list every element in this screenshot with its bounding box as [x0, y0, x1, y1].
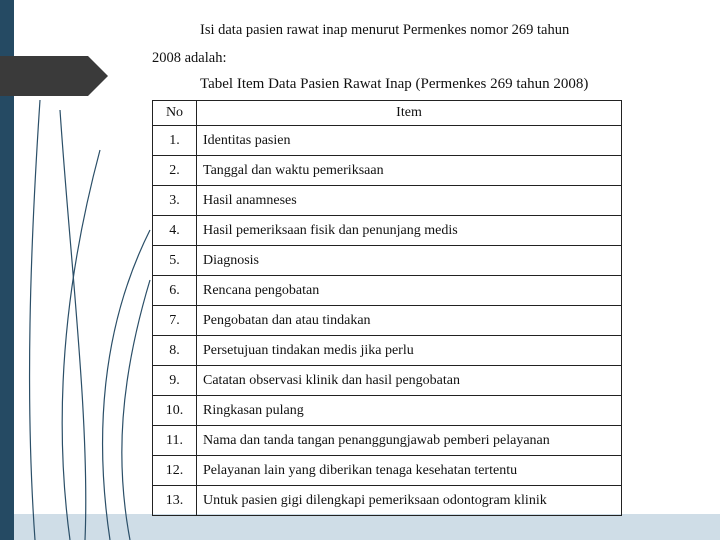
table-row	[153, 366, 622, 396]
table-row	[153, 246, 622, 276]
row-item: Hasil pemeriksaan fisik dan penunjang medis	[197, 216, 622, 246]
row-number: 6.	[153, 276, 197, 306]
row-number: 9.	[153, 366, 197, 396]
row-item: Persetujuan tindakan medis jika perlu	[197, 336, 622, 366]
row-item: Ringkasan pulang	[197, 396, 622, 426]
row-number: 2.	[153, 156, 197, 186]
table-row	[153, 426, 622, 456]
row-item: Rencana pengobatan	[197, 276, 622, 306]
patient-data-table	[152, 100, 622, 516]
row-number: 13.	[153, 486, 197, 516]
table-title: Tabel Item Data Pasien Rawat Inap (Permenkes 269 tahun 2008)	[200, 76, 589, 92]
row-number: 7.	[153, 306, 197, 336]
intro-text-line2: 2008 adalah:	[152, 50, 227, 66]
table-row	[153, 186, 622, 216]
row-number: 4.	[153, 216, 197, 246]
header-item: Item	[197, 101, 622, 126]
row-number: 8.	[153, 336, 197, 366]
row-item: Catatan observasi klinik dan hasil pengobatan	[197, 366, 622, 396]
header-no: No	[153, 101, 197, 126]
row-number: 10.	[153, 396, 197, 426]
row-item: Pelayanan lain yang diberikan tenaga kesehatan tertentu	[197, 456, 622, 486]
title-arrow-tab	[0, 56, 108, 96]
table-row	[153, 486, 622, 516]
row-number: 1.	[153, 126, 197, 156]
row-item: Nama dan tanda tangan penanggungjawab pemberi pelayanan	[197, 426, 622, 456]
table-row	[153, 276, 622, 306]
table-row	[153, 396, 622, 426]
row-item: Pengobatan dan atau tindakan	[197, 306, 622, 336]
row-item: Hasil anamneses	[197, 186, 622, 216]
table-row	[153, 126, 622, 156]
row-item: Untuk pasien gigi dilengkapi pemeriksaan odontogram klinik	[197, 486, 622, 516]
row-number: 3.	[153, 186, 197, 216]
row-number: 11.	[153, 426, 197, 456]
intro-text-line1: Isi data pasien rawat inap menurut Permenkes nomor 269 tahun	[200, 22, 570, 38]
table-row	[153, 156, 622, 186]
row-item: Diagnosis	[197, 246, 622, 276]
row-number: 12.	[153, 456, 197, 486]
table-header-row	[153, 101, 622, 126]
row-number: 5.	[153, 246, 197, 276]
table-row	[153, 306, 622, 336]
row-item: Identitas pasien	[197, 126, 622, 156]
table-row	[153, 456, 622, 486]
slide-bottom-band	[0, 514, 720, 540]
table-row	[153, 216, 622, 246]
row-item: Tanggal dan waktu pemeriksaan	[197, 156, 622, 186]
table-row	[153, 336, 622, 366]
